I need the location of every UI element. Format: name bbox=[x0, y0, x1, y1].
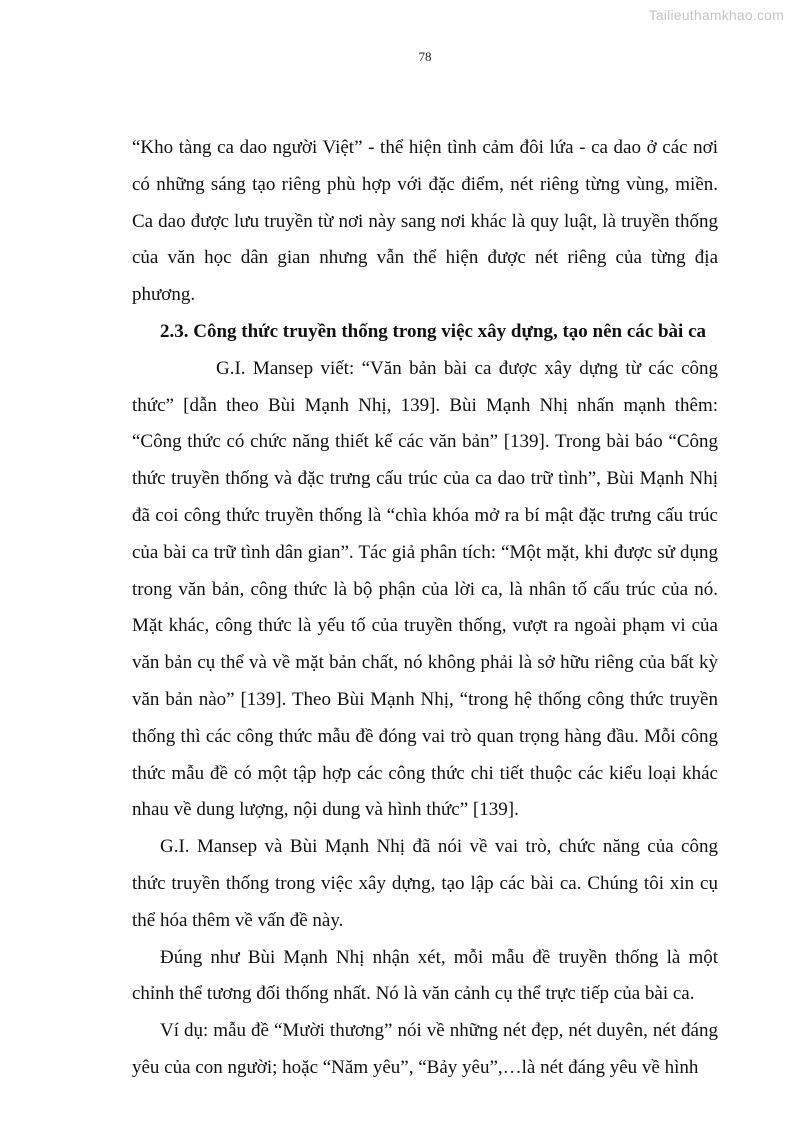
paragraph-role-function: G.I. Mansep và Bùi Mạnh Nhị đã nói về vai trò, chức năng của công thức truyền thống trong việc xây dựng, tạo lập các bài ca. Chúng tôi xin cụ thể hóa thêm về vấn đề này. bbox=[132, 836, 718, 931]
watermark: Tailieuthamkhao.com bbox=[648, 7, 784, 23]
paragraph-motif-unity: Đúng như Bùi Mạnh Nhị nhận xét, mỗi mẫu đề truyền thống là một chỉnh thể tương đối thống nhất. Nó là văn cảnh cụ thể trực tiếp của bài ca. bbox=[132, 946, 718, 1005]
paragraph-example: Ví dụ: mẫu đề “Mười thương” nói về những nét đẹp, nét duyên, nét đáng yêu của con người; hoặc “Năm yêu”, “Bảy yêu”,…là nét đáng yêu về hình bbox=[132, 1020, 718, 1078]
paragraph-mansep-quote: G.I. Mansep viết: “Văn bản bài ca được xây dựng từ các công thức” [dẫn theo Bùi Mạnh Nhị, 139]. Bùi Mạnh Nhị nhấn mạnh thêm: “Công thức có chức năng thiết kế các văn bản” [139]. Trong bài báo “Công thức truyền thống và đặc trưng cấu trúc của ca dao trữ tình”, Bùi Mạnh Nhị đã coi công thức truyền thống là “chìa khóa mở ra bí mật đặc trưng cấu trúc của bài ca trữ tình dân gian”. Tác giả phân tích: “Một mặt, khi được sử dụng trong văn bản, công thức là bộ phận của lời ca, là nhân tố cấu trúc của nó. Mặt khác, công thức là yếu tố của truyền thống, vượt ra ngoài phạm vi của văn bản cụ thể và về mặt bản chất, nó không phải là sở hữu riêng của bất kỳ văn bản nào” [139]. Theo Bùi Mạnh Nhị, “trong hệ thống công thức truyền thống thì các công thức mẫu đề đóng vai trò quan trọng hàng đầu. Mỗi công thức mẫu đề có một tập hợp các công thức chi tiết thuộc các kiểu loại khác nhau về dung lượng, nội dung và hình thức” [139]. bbox=[132, 357, 718, 821]
section-heading: 2.3. Công thức truyền thống trong việc xây dựng, tạo nên các bài ca bbox=[160, 320, 707, 342]
document-body bbox=[132, 130, 718, 1087]
paragraph-intro-continuation: “Kho tàng ca dao người Việt” - thể hiện tình cảm đôi lứa - ca dao ở các nơi có những sáng tạo riêng phù hợp với đặc điểm, nét riêng từng vùng, miền. Ca dao được lưu truyền từ nơi này sang nơi khác là quy luật, là truyền thống của văn học dân gian nhưng vẫn thể hiện được nét riêng của từng địa phương. bbox=[132, 137, 718, 306]
page-number: 78 bbox=[418, 49, 432, 64]
